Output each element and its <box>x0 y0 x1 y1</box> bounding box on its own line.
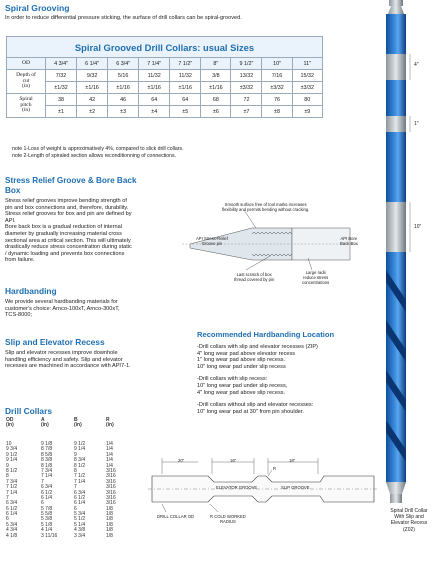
caption-line: Spiral Drill Collar <box>390 508 428 514</box>
tolerance-cell: ±8 <box>262 106 292 118</box>
table-cell: 5 1/4 <box>74 521 86 528</box>
text-line: customer's choice: Arnco-100xT, Arnco-300xT, <box>5 305 120 312</box>
table-cell: 6 1/4 <box>6 511 18 518</box>
table-cell: 8 3/8 <box>41 457 53 464</box>
table-cell: 7 1/2 <box>74 473 86 480</box>
spiral-grooving-intro: In order to reduce differential pressure sticking, the surface of drill collars can be spiral-grooved. <box>5 15 242 21</box>
depth-cell: 7/32 <box>46 70 77 82</box>
table-cell: 6 3/4 <box>6 500 18 507</box>
table-cell: 8 <box>74 467 77 474</box>
drill-collars-rows <box>5 442 140 539</box>
dim-10-label: 10" <box>414 224 422 230</box>
caption-line: Elevator Recess <box>390 520 428 527</box>
table-cell: 9 <box>74 451 77 458</box>
table-units-row <box>5 423 140 428</box>
table-row <box>5 534 140 539</box>
last-scratch-label <box>234 272 274 282</box>
table-cell: 1/4 <box>106 451 113 458</box>
table-cell: 6 3/4 <box>74 489 86 496</box>
heading-line: Stress Relief Groove & Bore Back <box>5 176 137 185</box>
table-cell: 8 1/2 <box>74 462 86 469</box>
table-cell: 5 3/8 <box>41 516 53 523</box>
pitch-cell: 76 <box>262 94 292 106</box>
spiral-grooving-heading: Spiral Grooving <box>5 3 70 13</box>
tolerance-cell: ±1/16 <box>77 82 108 94</box>
table-cell: 4 1/4 <box>41 527 53 534</box>
size-cell: 6 1/4" <box>77 58 108 70</box>
size-cell: 6 3/4" <box>108 58 139 70</box>
table-cell: 5 3/4 <box>74 511 86 518</box>
size-cell: 8" <box>201 58 231 70</box>
table-cell: 5 7/8 <box>41 505 53 512</box>
column-header: OD <box>6 417 14 423</box>
size-cell: 7 1/2" <box>170 58 201 70</box>
table-cell: 9 1/2 <box>74 441 86 447</box>
text-line: Stress relief grooves for box and pin are defined by <box>5 211 132 218</box>
depth-cell: 7/16 <box>262 70 292 82</box>
column-header: R <box>106 417 110 423</box>
large-radii-label <box>302 270 329 285</box>
dim-4-label: 4" <box>414 62 419 68</box>
tolerance-cell: ±1/16 <box>201 82 231 94</box>
heading-line: Box <box>5 186 21 195</box>
text-line: Bore back box is a gradual reduction of internal <box>5 224 122 231</box>
table-cell: 6 1/2 <box>41 489 53 496</box>
table-cell: 6 3/4 <box>41 484 53 491</box>
table-cell: 3 11/16 <box>41 532 58 539</box>
drill-collars-header <box>5 418 140 429</box>
spiral-drill-collar-illustration <box>378 0 424 505</box>
table-cell: 6 1/2 <box>74 494 86 501</box>
size-cell: 9 1/2" <box>231 58 262 70</box>
column-unit: (in) <box>74 422 82 429</box>
size-cell: 10" <box>262 58 292 70</box>
slip-elevator-heading: Slip and Elevator Recess <box>5 337 105 347</box>
table-row <box>7 106 323 118</box>
table-cell: 8 5/8 <box>41 451 53 458</box>
column-header: B <box>74 417 78 423</box>
table-cell: 1/8 <box>106 511 113 518</box>
tolerance-cell: ±1/32 <box>46 82 77 94</box>
dim-1-label: 1" <box>414 121 419 127</box>
drill-collar-od-label: DRILL COLLAR OD <box>157 514 195 519</box>
depth-cell: 3/8 <box>201 70 231 82</box>
pitch-cell: 80 <box>292 94 322 106</box>
elevator-groove-label: ELEVATOR GROOVE <box>216 485 258 490</box>
table-cell: 7 3/4 <box>6 478 18 485</box>
table-cell: 9 <box>6 462 9 469</box>
text-line: 4" long wear pad above elevator recess <box>197 350 296 357</box>
table-cell: 7 <box>6 494 9 501</box>
hardbanding-heading: Hardbanding <box>5 286 57 296</box>
text-line: -Drill collars without slip and elevator recesses: <box>197 402 314 409</box>
pitch-cell: 72 <box>231 94 262 106</box>
tolerance-cell: ±3 <box>108 106 139 118</box>
od-row-label: OD <box>7 58 46 70</box>
table-cell: 1/8 <box>106 521 113 528</box>
note-1: note 1-Loss of weight is approximatively 4%, compared to slick drill collars. <box>12 146 184 152</box>
table-row <box>7 70 323 82</box>
stress-relief-heading <box>5 176 137 196</box>
text-line: sectional area at critical section. This will ultimately <box>5 237 131 244</box>
text-line: pin and box connections and, therefore, durability. <box>5 204 129 211</box>
label-line: Large radii <box>305 270 326 275</box>
table-cell: 3/16 <box>106 489 116 496</box>
depth-cell: 5/16 <box>108 70 139 82</box>
connection-diagram <box>182 198 362 298</box>
label-line: Back Box <box>340 241 358 246</box>
drill-collars-heading: Drill Collars <box>5 406 53 416</box>
table-row <box>7 94 323 106</box>
label-line: API Bore <box>340 236 358 241</box>
slip-groove-label: SLIP GROOVE <box>281 485 310 490</box>
dim-18-label: 18" <box>289 458 296 463</box>
table-cell: 7 <box>41 478 44 485</box>
label-line: thread covered by pin <box>234 277 275 282</box>
recommended-hardbanding-text <box>197 344 377 415</box>
text-line: Stress relief grooves improve bending strength of <box>5 198 127 204</box>
table-cell: 3/16 <box>106 478 116 485</box>
caption-line: With Slip and <box>394 514 424 521</box>
table-cell: 8 7/8 <box>41 446 53 453</box>
tolerance-cell: ±1 <box>46 106 77 118</box>
text-line: -Drill collars with slip recess: <box>197 376 268 383</box>
spiral-sizes-table <box>6 36 323 118</box>
table-cell: 6 <box>41 500 44 507</box>
table-cell: 7 3/4 <box>41 467 53 474</box>
pitch-cell: 64 <box>170 94 201 106</box>
table-row <box>7 58 323 70</box>
label-line: (in) <box>21 107 31 114</box>
recommended-hardbanding-heading: Recommended Hardbanding Location <box>197 330 335 339</box>
text-line: We provide several hardbanding materials for <box>5 299 118 305</box>
label-line: flexibility and permits bending without cracking. <box>222 207 310 212</box>
size-cell: 11" <box>292 58 322 70</box>
tolerance-cell: ±1/16 <box>170 82 201 94</box>
table-cell: 5 5/8 <box>41 511 53 518</box>
pitch-cell: 42 <box>77 94 108 106</box>
depth-cell: 9/32 <box>77 70 108 82</box>
collar-caption <box>378 508 440 533</box>
label-line: R COLD WORKED <box>210 514 246 519</box>
table-cell: 5 1/2 <box>74 516 86 523</box>
table-cell: 7 <box>74 484 77 491</box>
stress-relief-text <box>5 198 185 264</box>
label-line: cut <box>22 77 30 84</box>
tolerance-cell: ±9 <box>292 106 322 118</box>
table-cell: 7 1/2 <box>6 484 18 491</box>
text-line: 10" long wear pad under slip recess, <box>197 382 288 389</box>
column-header: A <box>41 417 45 423</box>
label-line: pitch <box>20 101 32 108</box>
table-cell: 3 3/4 <box>74 532 86 539</box>
table-cell: 5 1/8 <box>41 521 53 528</box>
table-cell: 8 3/4 <box>74 457 86 464</box>
tolerance-cell: ±1/16 <box>139 82 170 94</box>
text-line: 1" long wear pad above slip recess. <box>197 357 286 364</box>
tolerance-cell: ±1/16 <box>108 82 139 94</box>
table-cell: 1/4 <box>106 446 113 453</box>
table-cell: 1/4 <box>106 441 113 447</box>
table-cell: 9 1/4 <box>6 457 18 464</box>
table-cell: 4 1/8 <box>6 532 18 539</box>
label-line: RADIUS <box>220 519 236 524</box>
pitch-cell: 64 <box>139 94 170 106</box>
column-unit: (in) <box>106 422 114 429</box>
text-line: API. <box>5 217 16 224</box>
column-unit: (in) <box>41 422 49 429</box>
r-cold-worked-label <box>210 514 246 524</box>
label-line: API Stress-Relief <box>196 236 228 241</box>
table-cell: 1/8 <box>106 505 113 512</box>
table-cell: 6 <box>6 516 9 523</box>
column-unit: (in) <box>6 422 14 429</box>
table-cell: 7 1/4 <box>74 478 86 485</box>
tolerance-cell: ±7 <box>231 106 262 118</box>
bore-back-box-label <box>340 236 358 246</box>
table-cell: 1/8 <box>106 532 113 539</box>
text-line: drastically reduce stress concentration during static <box>5 244 132 251</box>
table-cell: 3/16 <box>106 500 116 507</box>
caption-line: (Z02) <box>403 526 415 533</box>
diagram-top-note <box>222 202 309 212</box>
dim-16-label: 16" <box>230 458 237 463</box>
table-cell: 6 1/2 <box>6 505 18 512</box>
table-cell: 9 1/4 <box>74 446 86 453</box>
label-line: reduce stress <box>303 275 329 280</box>
tolerance-cell: ±3/32 <box>262 82 292 94</box>
r-label: R <box>273 466 277 471</box>
label-line: concentrations <box>302 280 330 285</box>
text-line: TCS-8000; <box>5 312 33 319</box>
table-cell: 6 1/4 <box>74 500 86 507</box>
size-cell: 4 3/4" <box>46 58 77 70</box>
table-row <box>7 82 323 94</box>
label-line: (in) <box>21 83 31 90</box>
label-line: Spiral <box>19 96 33 103</box>
depth-cell: 11/32 <box>170 70 201 82</box>
text-line: -Drill collars with slip and elevator recesses (ZIP) <box>197 344 318 350</box>
pitch-row-label <box>7 94 46 118</box>
table-cell: 6 <box>74 505 77 512</box>
depth-cell: 11/32 <box>139 70 170 82</box>
tolerance-cell: ±6 <box>201 106 231 118</box>
table-cell: 1/8 <box>106 516 113 523</box>
table-cell: 5 3/4 <box>6 521 18 528</box>
table-cell: 3/16 <box>106 467 116 474</box>
text-line: recesses are machined in accordance with API7-1. <box>5 363 131 370</box>
pitch-cell: 68 <box>201 94 231 106</box>
table-cell: 4 3/4 <box>6 527 18 534</box>
text-line: 10" long wear pad under slip recess <box>197 363 286 370</box>
table-cell: 1/4 <box>106 462 113 469</box>
tolerance-cell: ±4 <box>139 106 170 118</box>
table-cell: 9 1/2 <box>6 451 18 458</box>
pitch-cell: 38 <box>46 94 77 106</box>
table-cell: 3/16 <box>106 473 116 480</box>
hardbanding-text <box>5 299 185 319</box>
text-line: from failure. <box>5 257 35 264</box>
tolerance-cell: ±5 <box>170 106 201 118</box>
table-cell: 4 3/8 <box>74 527 86 534</box>
table-cell: 7 1/4 <box>6 489 18 496</box>
dim-20-label: 20" <box>178 458 185 463</box>
size-cell: 7 1/4" <box>139 58 170 70</box>
table-cell: 6 1/4 <box>41 494 53 501</box>
tolerance-cell: ±2 <box>77 106 108 118</box>
table-cell: 1/4 <box>106 457 113 464</box>
text-line: 10" long wear pad at 30" from pin shoulder. <box>197 408 304 415</box>
spiral-table-title: Spiral Grooved Drill Collars: usual Sizes <box>7 37 323 58</box>
depth-row-label <box>7 70 46 94</box>
table-cell: 10 <box>6 441 12 447</box>
text-line: / dynamic loading and prevents box connections <box>5 250 125 257</box>
text-line: handling efficiency and safety. Slip and elevator <box>5 356 123 363</box>
tolerance-cell: ±3/32 <box>231 82 262 94</box>
table-cell: 8 1/2 <box>6 467 18 474</box>
table-cell: 8 <box>6 473 9 480</box>
label-line: Last scratch of box <box>236 272 272 277</box>
label-line: Depth of <box>16 72 36 79</box>
tolerance-cell: ±3/32 <box>292 82 322 94</box>
slip-elevator-text <box>5 350 185 370</box>
table-cell: 3/16 <box>106 484 116 491</box>
text-line: 4" long wear pad above slip recess. <box>197 389 286 396</box>
table-cell: 3/16 <box>106 494 116 501</box>
table-cell: 1/8 <box>106 527 113 534</box>
pitch-cell: 46 <box>108 94 139 106</box>
text-line: Slip and elevator recesses improve downhole <box>5 350 118 356</box>
text-line: diameter by gradually increasing material cross <box>5 230 122 237</box>
table-cell: 8 1/8 <box>41 462 53 469</box>
label-line: Smooth surface free of tool marks increases <box>224 202 307 207</box>
table-cell: 9 3/4 <box>6 446 18 453</box>
table-cell: 7 1/4 <box>41 473 53 480</box>
label-line: Groove pin <box>201 241 223 246</box>
note-2: note 2-Length of spiraled section allows reconditionning of connections. <box>12 153 177 159</box>
stress-relief-pin-label <box>196 236 228 246</box>
depth-cell: 15/32 <box>292 70 322 82</box>
table-cell: 9 1/8 <box>41 441 53 447</box>
depth-cell: 13/32 <box>231 70 262 82</box>
